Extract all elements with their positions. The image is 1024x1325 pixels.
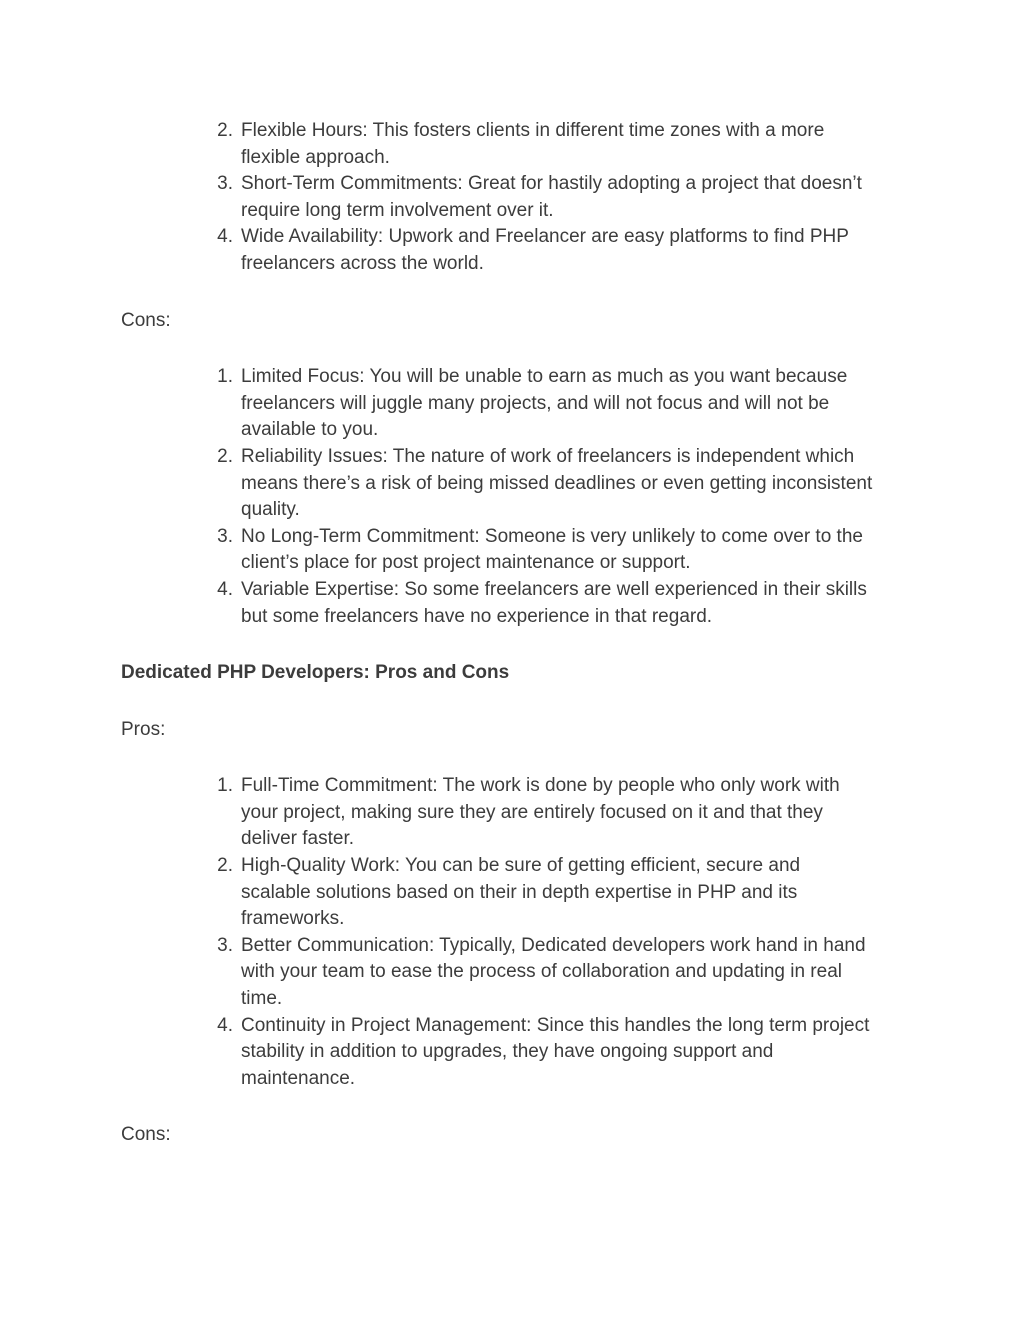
list-item-text: Reliability Issues: The nature of work of freelancers is independent which means there’s a risk of being missed deadlines or even getting inconsistent quality. (241, 445, 873, 521)
list-number: 2 . (205, 118, 233, 145)
section-heading: Dedicated PHP Developers: Pros and Cons (121, 662, 510, 684)
list-item (205, 773, 875, 853)
list-item (205, 853, 875, 933)
dedicated-pros-label: Pros: (121, 718, 166, 740)
dedicated-cons-label: Cons: (121, 1124, 171, 1146)
list-number: 4 . (205, 1013, 233, 1040)
freelance-pros-list (205, 118, 875, 278)
list-item (205, 933, 875, 1013)
list-item (205, 224, 875, 277)
freelance-cons-label: Cons: (121, 309, 171, 331)
freelance-cons-list (205, 364, 875, 630)
list-item (205, 1013, 875, 1093)
list-item (205, 364, 875, 444)
spacer (121, 743, 911, 773)
list-item-text: Short-Term Commitments: Great for hastily adopting a project that doesn’t require long term involvement over it. (241, 173, 862, 221)
dedicated-pros-list (205, 773, 875, 1092)
list-item-text: Better Communication: Typically, Dedicated developers work hand in hand with your team to ease the process of collaboration and updating in real time. (241, 934, 866, 1010)
spacer (121, 630, 911, 660)
list-item-text: Continuity in Project Management: Since this handles the long term project stability in addition to upgrades, they have ongoing support and maintenance. (241, 1014, 870, 1089)
list-number: 4 . (205, 577, 233, 604)
spacer (121, 687, 911, 717)
list-number: 2 . (205, 444, 233, 471)
list-item-text: High-Quality Work: You can be sure of getting efficient, secure and scalable solutions based on their in depth expertise in PHP and its frameworks. (241, 855, 801, 930)
list-number: 3 . (205, 171, 233, 198)
list-item-text: Limited Focus: You will be unable to earn as much as you want because freelancers will juggle many projects, and will not focus and will not be available to you. (241, 366, 848, 441)
list-item (205, 524, 875, 577)
spacer (121, 334, 911, 364)
spacer (121, 278, 911, 308)
list-item-text: Wide Availability: Upwork and Freelancer are easy platforms to find PHP freelancers across the world. (241, 226, 849, 274)
list-number: 1 . (205, 773, 233, 800)
list-item-text: No Long-Term Commitment: Someone is very unlikely to come over to the client’s place for post project maintenance or support. (241, 525, 863, 574)
document-page (121, 118, 911, 1149)
list-item (205, 171, 875, 224)
list-item (205, 444, 875, 524)
list-number: 2 . (205, 853, 233, 880)
list-item-text: Flexible Hours: This fosters clients in different time zones with a more flexible approach. (241, 120, 825, 168)
list-number: 3 . (205, 933, 233, 960)
list-number: 4 . (205, 224, 233, 251)
list-number: 3 . (205, 524, 233, 551)
list-number: 1 . (205, 364, 233, 391)
list-item (205, 118, 875, 171)
spacer (121, 1092, 911, 1122)
list-item (205, 577, 875, 630)
list-item-text: Variable Expertise: So some freelancers are well experienced in their skills but some freelancers have no experience in that regard. (241, 578, 867, 627)
list-item-text: Full-Time Commitment: The work is done by people who only work with your project, making sure they are entirely focused on it and that they deliver faster. (241, 775, 840, 850)
